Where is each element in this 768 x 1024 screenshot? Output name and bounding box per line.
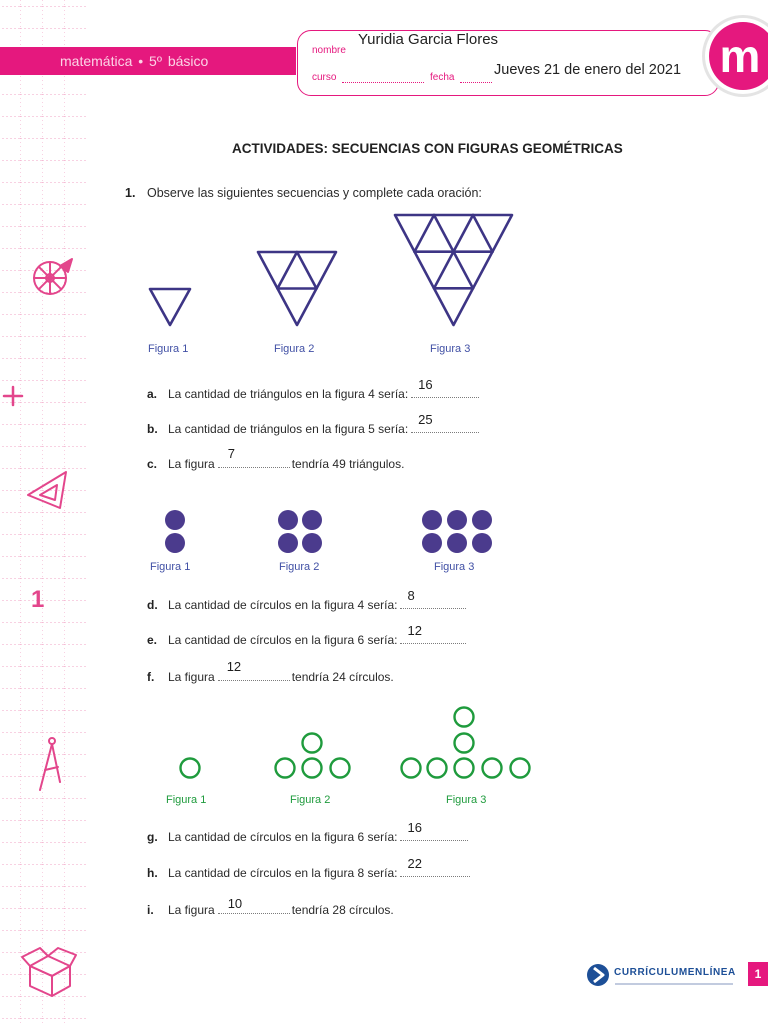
question-f [147, 659, 394, 685]
figure-label: Figura 3 [434, 561, 475, 573]
filled-circle [422, 510, 442, 530]
answer-value: 22 [407, 856, 422, 871]
question-letter: h. [147, 866, 158, 880]
filled-circle [447, 510, 467, 530]
filled-circle [422, 533, 442, 553]
ring-circle [303, 734, 322, 753]
brand-name: CURRÍCULUMENLÍNEA [614, 967, 736, 978]
ring-circle [455, 708, 474, 727]
answer-field[interactable] [218, 896, 290, 914]
filled-circle [472, 533, 492, 553]
ring-circle-sequence [181, 708, 530, 778]
subject-label: matemática • 5º básico [60, 53, 209, 69]
instruction-number: 1. [125, 186, 136, 200]
ring-circle [276, 759, 295, 778]
triangle-figure-1 [150, 289, 190, 325]
answer-field[interactable] [400, 623, 466, 644]
figure-label: Figura 2 [279, 561, 320, 573]
nombre-label: nombre [312, 45, 346, 56]
figure-label: Figura 1 [148, 343, 189, 355]
curso-label: curso [312, 72, 337, 83]
question-a [147, 377, 481, 402]
question-text: La figura [168, 457, 215, 471]
question-letter: c. [147, 457, 158, 471]
filled-circle [302, 510, 322, 530]
margin-number: 1 [31, 586, 45, 613]
brand-icon-circle [587, 964, 609, 986]
figure-label: Figura 2 [274, 343, 315, 355]
filled-circle-figure-2 [278, 510, 322, 553]
nombre-field[interactable]: Yuridia Garcia Flores [358, 31, 499, 48]
fecha-field[interactable]: Jueves 21 de enero del 2021 [494, 62, 682, 78]
question-e [147, 623, 468, 648]
question-text: La cantidad de círculos en la figura 8 sería: [168, 866, 398, 880]
instruction-text: Observe las siguientes secuencias y complete cada oración: [147, 186, 482, 200]
answer-field[interactable] [400, 856, 470, 877]
question-letter: f. [147, 670, 155, 684]
filled-circle [302, 533, 322, 553]
filled-circle [278, 510, 298, 530]
question-text: La cantidad de triángulos en la figura 4 sería: [168, 387, 409, 401]
ring-circle-figure-2 [276, 734, 350, 778]
question-text: La figura [168, 670, 215, 684]
ring-circle [402, 759, 421, 778]
question-text: La cantidad de triángulos en la figura 5 sería: [168, 422, 409, 436]
answer-value: 8 [407, 588, 415, 603]
ring-circle [483, 759, 502, 778]
page-number: 1 [748, 962, 768, 986]
figure-label: Figura 1 [150, 561, 191, 573]
triangle-outline [395, 215, 512, 325]
question-text: La cantidad de círculos en la figura 6 sería: [168, 830, 398, 844]
question-b [147, 412, 481, 437]
ring-circle [331, 759, 350, 778]
fecha-label: fecha [430, 72, 455, 83]
question-text: La figura [168, 903, 215, 917]
answer-field[interactable] [411, 377, 479, 398]
filled-circle [165, 510, 185, 530]
ring-circle-figure-1 [181, 759, 200, 778]
filled-circle-figure-1 [165, 510, 185, 553]
figure-label: Figura 1 [166, 794, 207, 806]
triangle-subdivision [415, 215, 435, 252]
answer-value: 7 [227, 446, 235, 461]
ring-circle [455, 734, 474, 753]
answer-field[interactable] [411, 412, 479, 433]
figure-label: Figura 2 [290, 794, 331, 806]
ring-circle [181, 759, 200, 778]
answer-value: 12 [226, 659, 242, 674]
answer-value: 10 [227, 896, 243, 911]
answer-field[interactable] [400, 588, 466, 609]
triangle-figure-2 [258, 252, 336, 325]
question-letter: b. [147, 422, 158, 436]
ring-circle [428, 759, 447, 778]
answer-value: 12 [407, 623, 422, 638]
question-text: La cantidad de círculos en la figura 6 sería: [168, 633, 398, 647]
ring-circle [303, 759, 322, 778]
triangle-figure-3 [395, 215, 512, 325]
question-text-after: tendría 49 triángulos. [291, 457, 405, 471]
question-d [147, 588, 468, 613]
question-letter: i. [147, 903, 154, 917]
ring-circle [455, 759, 474, 778]
question-h [147, 856, 472, 881]
ring-circle-figure-3 [402, 708, 530, 778]
question-g [147, 820, 470, 845]
question-letter: e. [147, 633, 158, 647]
question-text: La cantidad de círculos en la figura 4 sería: [168, 598, 398, 612]
question-letter: d. [147, 598, 158, 612]
filled-circle [165, 533, 185, 553]
filled-circle [447, 533, 467, 553]
filled-circle [278, 533, 298, 553]
answer-value: 25 [418, 412, 433, 427]
filled-circle [472, 510, 492, 530]
answer-field[interactable] [218, 659, 290, 681]
triangle-sequence [150, 215, 512, 325]
triangle-subdivision [278, 252, 317, 289]
logo-letter: m [719, 30, 761, 82]
question-letter: a. [147, 387, 158, 401]
triangle-subdivision [473, 215, 493, 252]
brand-arrow-icon [586, 963, 610, 987]
answer-field[interactable] [218, 446, 290, 468]
answer-value: 16 [418, 377, 433, 392]
question-text-after: tendría 24 círculos. [291, 670, 394, 684]
answer-field[interactable] [400, 820, 468, 841]
question-letter: g. [147, 830, 158, 844]
answer-value: 16 [407, 820, 422, 835]
question-i [147, 896, 394, 918]
figure-label: Figura 3 [446, 794, 487, 806]
page-title: ACTIVIDADES: SECUENCIAS CON FIGURAS GEOMÉTRICAS [232, 141, 623, 156]
figure-label: Figura 3 [430, 343, 471, 355]
question-text-after: tendría 28 círculos. [291, 903, 394, 917]
question-c [147, 446, 405, 472]
filled-circle-figure-3 [422, 510, 492, 553]
ring-circle [511, 759, 530, 778]
brand-tagline-line [615, 983, 733, 985]
filled-circle-sequence [165, 510, 492, 553]
